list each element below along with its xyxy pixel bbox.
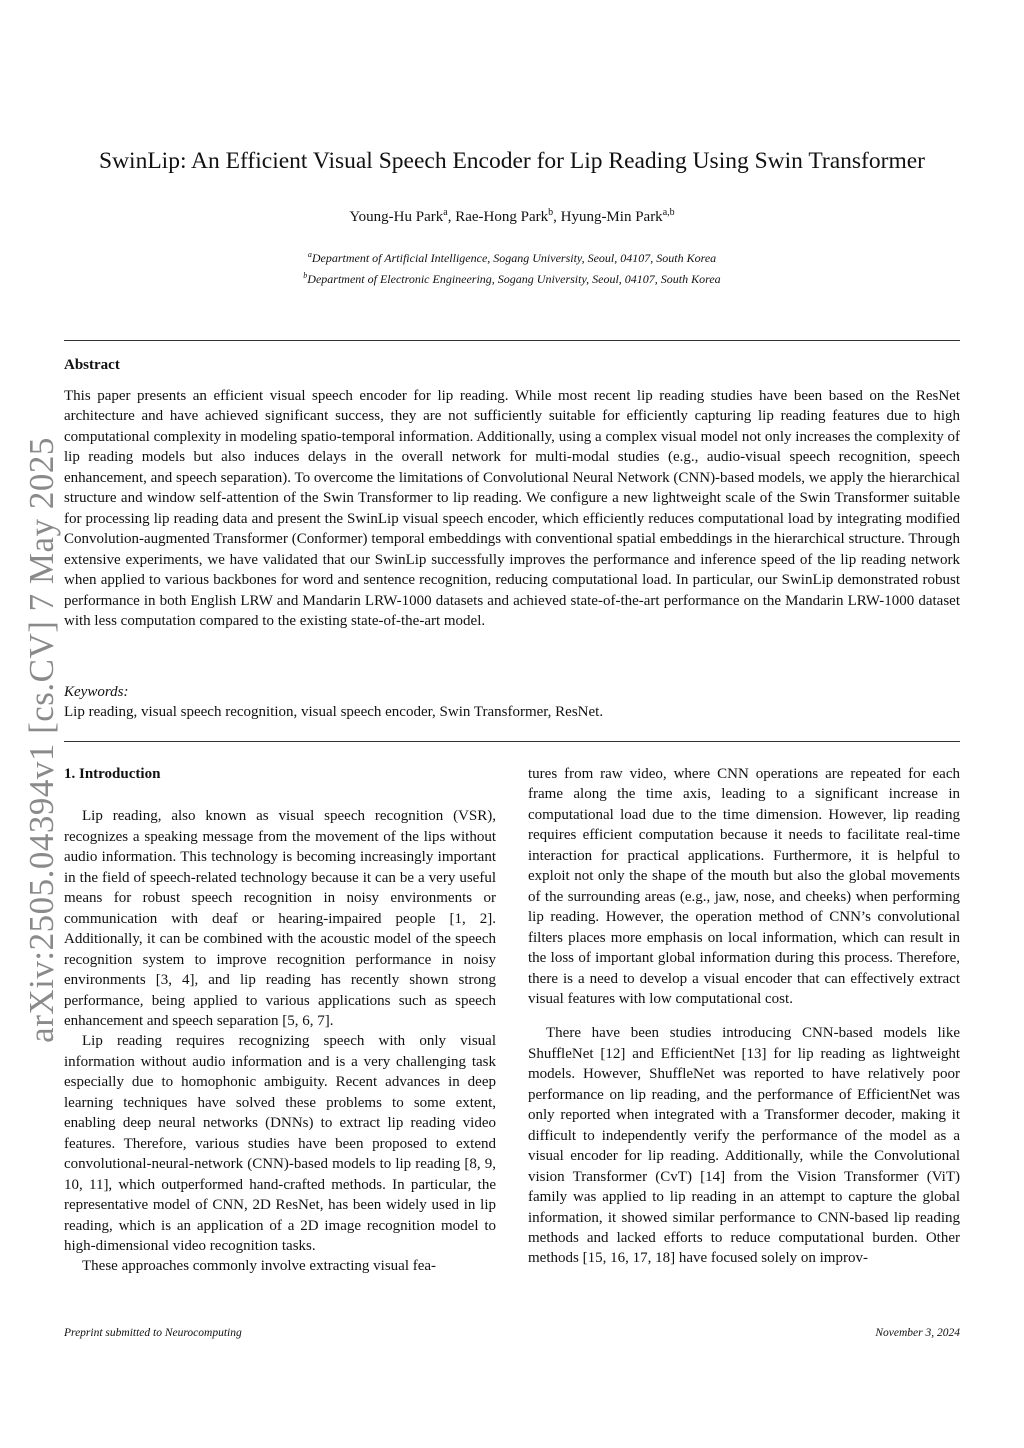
author-name: Young-Hu Park [349,209,444,225]
arxiv-side-stamp [12,437,72,1043]
affiliation [0,267,1024,288]
author-name: Rae-Hong Park [455,209,549,225]
paragraph: These approaches commonly involve extracting visual fea- [82,1258,437,1275]
paragraph: Lip reading, also known as visual speech recognition (VSR), recognizes a speaking message from the movement of the lips without audio information. This technology is becoming increasingly important in the field of speech-related technology because it can be a very useful means for robust speech recognition in noisy environments or communication with deaf or hearing-impaired people [1, 2]. Additionally, it can be combined with the acoustic model of the speech recognition system to improve recognition performance in noisy environments [3, 4], and lip reading has recently shown strong performance, being applied to various applications such as speech enhancement and speech separation [5, 6, 7]. [64,808,496,1029]
paragraph: tures from raw video, where CNN operations are repeated for each frame along the time axis, leading to a significant increase in computational load due to the time dimension. However, lip reading requires efficient computation because it needs to facilitate real-time interaction for practical applications. Furthermore, it is helpful to exploit not only the shape of the mouth but also the global movements of the surrounding areas (e.g., jaw, nose, and cheeks) when performing lip reading. However, the operation method of CNN’s convolutional filters places more emphasis on local information, which can result in the loss of important global information during this process. Therefore, there is a need to develop a visual encoder that can effectively extract visual features with low computational cost. [528,766,960,1007]
top-divider [64,340,960,341]
affiliation-text: Department of Electronic Engineering, Sogang University, Seoul, 04107, South Korea [307,272,721,286]
author-list: Young-Hu Park$^a$, Rae-Hong Park$^b$, Hyung-Min Park$^{a,b}$ [349,207,675,225]
left-column [64,764,496,1277]
right-column [528,764,960,1269]
paper-title: SwinLip: An Efficient Visual Speech Encoder for Lip Reading Using Swin Transformer [99,148,925,174]
paragraph: There have been studies introducing CNN-based models like ShuffleNet [12] and EfficientNet [13] for lip reading as lightweight models. However, ShuffleNet was reported to have relatively poor performance on lip reading, and the performance of EfficientNet was only reported when integrated with a Transformer decoder, making it difficult to independently verify the performance of the model as a visual encoder for lip reading. Additionally, while the Convolutional vision Transformer (CvT) [14] from the Vision Transformer (ViT) family was applied to lip reading in an attempt to capture the global information, it showed similar performance to CNN-based lip reading methods and lacked efforts to reduce computational burden. Other methods [15, 16, 17, 18] have focused solely on improv- [528,1025,960,1267]
affiliation-text: Department of Artificial Intelligence, Sogang University, Seoul, 04107, South Korea [311,251,717,265]
paragraph: Lip reading requires recognizing speech with only visual information without audio information and is a very challenging task especially due to homophonic ambiguity. Recent advances in deep learning techniques have solved these problems to some extent, enabling deep neural networks (DNNs) to extract lip reading video features. Therefore, various studies have been proposed to extend convolutional-neural-network (CNN)-based models to lip reading [8, 9, 10, 11], which outperformed hand-crafted methods. In particular, the representative model of CNN, 2D ResNet, has been widely used in lip reading, which is an application of a 2D image recognition model to high-dimensional video recognition tasks. [64,1033,496,1254]
abstract-text: This paper presents an efficient visual speech encoder for lip reading. While most recent lip reading studies have been based on the ResNet architecture and have achieved significant success, they are not sufficiently suitable for efficiently capturing lip reading features due to high computational complexity in modeling spatio-temporal information. Additionally, using a complex visual model not only increases the complexity of lip reading models but also induces delays in the overall network for multi-modal studies (e.g., audio-visual speech recognition, speech enhancement, and speech separation). To overcome the limitations of Convolutional Neural Network (CNN)-based models, we apply the hierarchical structure and window self-attention of the Swin Transformer to lip reading. We configure a new lightweight scale of the Swin Transformer suitable for processing lip reading data and present the SwinLip visual speech encoder, which efficiently reduces computational load by integrating modified Convolution-augmented Transformer (Conformer) temporal embeddings with conventional spatial embeddings in the hierarchical structure. Through extensive experiments, we have validated that our SwinLip successfully improves the performance and inference speed of the lip reading network when applied to various backbones for word and sentence recognition, reducing computational load. In particular, our SwinLip demonstrated robust performance in both English LRW and Mandarin LRW-1000 datasets and achieved state-of-the-art performance on the Mandarin LRW-1000 dataset with less computation compared to the existing state-of-the-art model. [64,388,960,629]
footer-date: November 3, 2024 [875,1327,960,1339]
affiliation-sup: a [307,250,312,259]
author-sup: a,b [662,207,675,218]
author-sup: a [443,207,448,218]
affiliation-sup: b [303,271,308,280]
affiliation [0,246,1024,267]
arxiv-identifier: arXiv:2505.04394v1 [cs.CV] 7 May 2025 [22,437,61,1043]
affiliation-list [0,246,1024,288]
author-sup: b [548,207,554,218]
keywords-text: Lip reading, visual speech recognition, visual speech encoder, Swin Transformer, ResNet. [64,704,604,720]
abstract-heading: Abstract [64,357,120,373]
abstract-divider [64,741,960,742]
footer-journal: Preprint submitted to Neurocomputing [64,1327,242,1339]
author-name: Hyung-Min Park [560,209,663,225]
section-heading: 1. Introduction [64,766,161,782]
keywords-heading: Keywords: [64,684,129,700]
